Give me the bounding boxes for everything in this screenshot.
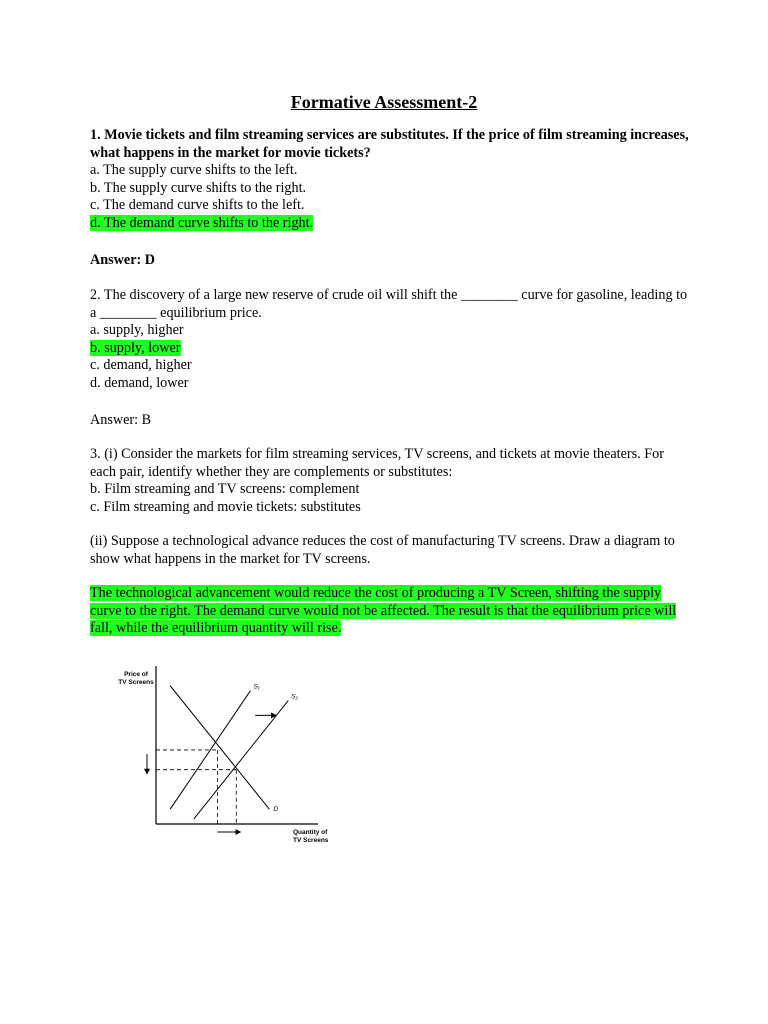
y-axis-label-line-2: TV Screens xyxy=(118,679,154,686)
curve-label-s2: S₂ xyxy=(291,693,299,701)
question-3 xyxy=(90,446,690,516)
question-3-part-1: 3. (i) Consider the markets for film streaming services, TV screens, and tickets at movie theaters. For each pair, identify whether they are complements or substitutes: xyxy=(90,446,664,480)
question-2-text: 2. The discovery of a large new reserve of crude oil will shift the ________ curve for gasoline, leading to a ________ equilibrium price. xyxy=(90,287,688,321)
q2-option-a: a. supply, higher xyxy=(90,322,184,339)
q1-answer: Answer: D xyxy=(90,252,156,268)
q1-option-d: d. The demand curve shifts to the right. xyxy=(90,214,314,231)
q1-option-c: c. The demand curve shifts to the left. xyxy=(90,197,305,214)
q1-option-b: b. The supply curve shifts to the right. xyxy=(90,179,307,196)
question-2 xyxy=(90,287,690,393)
curve-label-d: D xyxy=(273,806,279,814)
supply-demand-chart xyxy=(118,662,338,848)
q3-answer-text: The technological advancement would reduce the cost of producing a TV Screen, shifting the supply curve to the right. The demand curve would not be affected. The result is that the equilibrium price will fall, while the equilibrium quantity will rise. xyxy=(90,585,677,637)
y-axis-label-line-1: Price of xyxy=(124,671,148,678)
q3-pair-b: b. Film streaming and TV screens: complement xyxy=(90,481,360,498)
q1-option-a: a. The supply curve shifts to the left. xyxy=(90,162,298,179)
q2-answer: Answer: B xyxy=(90,412,152,428)
x-axis-label-line-1: Quantity of xyxy=(293,829,328,836)
supply-demand-svg xyxy=(118,662,338,848)
q3-answer-paragraph xyxy=(90,585,690,638)
x-axis-label-line-2: TV Screens xyxy=(293,837,329,844)
question-3-part-2: (ii) Suppose a technological advance reduces the cost of manufacturing TV screens. Draw a diagram to show what happens in the market for TV screens. xyxy=(90,533,675,567)
q3-pair-c: c. Film streaming and movie tickets: substitutes xyxy=(90,498,361,515)
q2-option-b: b. supply, lower xyxy=(90,339,181,356)
question-1-text: 1. Movie tickets and film streaming services are substitutes. If the price of film streaming increases, what happens in the market for movie tickets? xyxy=(90,127,689,161)
q2-option-c: c. demand, higher xyxy=(90,357,192,374)
q2-option-d: d. demand, lower xyxy=(90,374,189,391)
question-1 xyxy=(90,127,690,233)
curve-label-s1: S₁ xyxy=(253,683,260,691)
page-title: Formative Assessment-2 xyxy=(290,92,478,112)
